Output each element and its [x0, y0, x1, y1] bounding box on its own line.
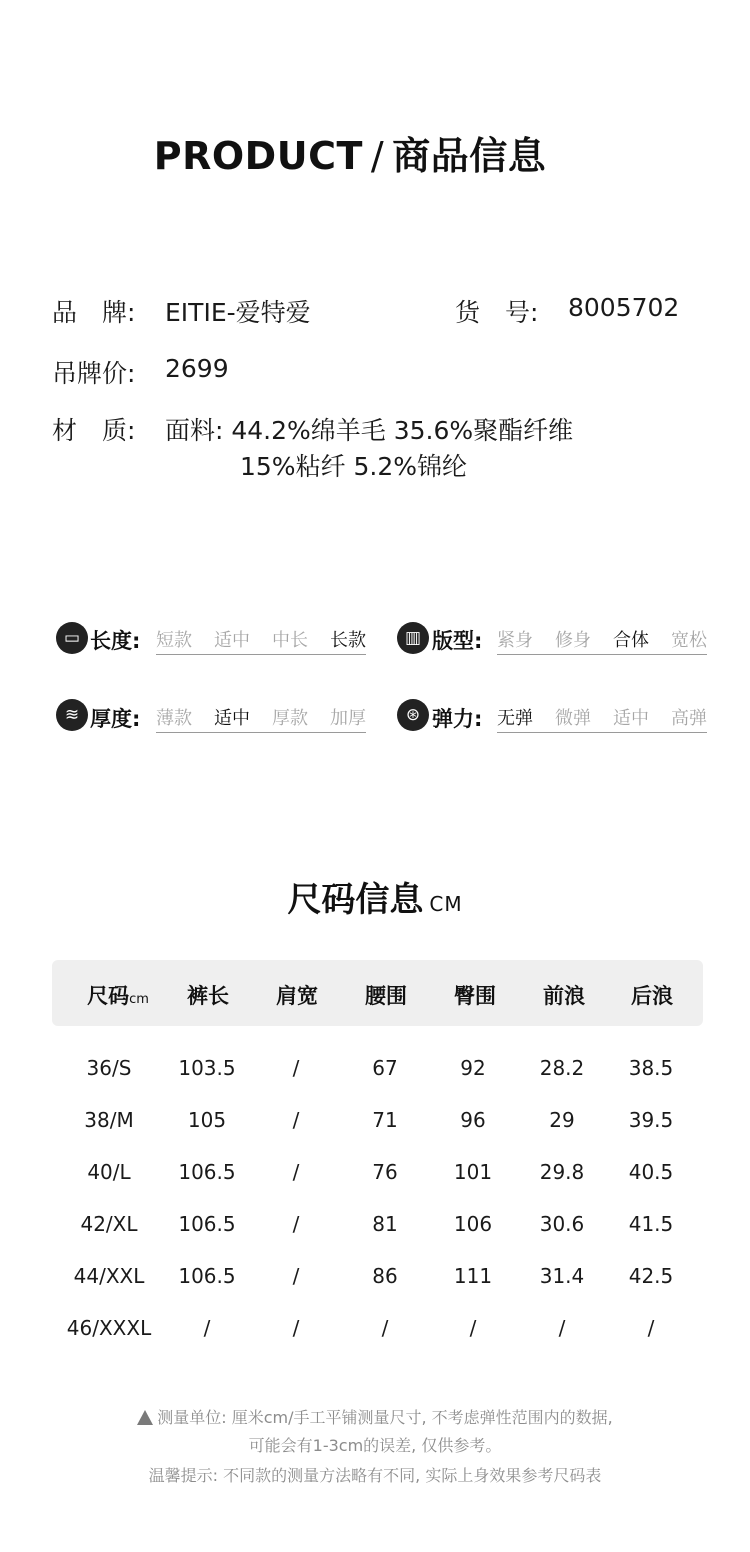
table-cell: 44/XXL: [73, 1264, 145, 1288]
table-cell: 30.6: [539, 1212, 585, 1236]
table-cell: /: [292, 1160, 300, 1184]
elasticity-option: 适中: [613, 708, 649, 729]
column-header: 臀围: [454, 984, 496, 1008]
table-cell: 92: [460, 1056, 486, 1080]
length-options: [156, 626, 366, 655]
elasticity-options: [497, 704, 707, 733]
table-cell: 29.8: [539, 1160, 585, 1184]
table-cell: 42/XL: [80, 1212, 138, 1236]
attribute-label: 厚度:: [90, 707, 141, 731]
table-cell: 106.5: [178, 1264, 236, 1288]
table-cell: 71: [372, 1108, 398, 1132]
table-cell: 46/XXXL: [66, 1316, 152, 1340]
table-cell: /: [292, 1108, 300, 1132]
table-cell: /: [292, 1212, 300, 1236]
warning-icon: [137, 1410, 153, 1425]
thickness-options: [156, 704, 366, 733]
attribute-label: 版型:: [432, 629, 483, 653]
fit-option: 修身: [555, 630, 591, 651]
table-cell: 81: [372, 1212, 398, 1236]
table-cell: 38.5: [628, 1056, 674, 1080]
table-cell: 67: [372, 1056, 398, 1080]
length-option: 适中: [214, 630, 250, 651]
note-line-3: 温馨提示: 不同款的测量方法略有不同, 实际上身效果参考尺码表: [148, 1466, 602, 1485]
table-cell: /: [469, 1316, 477, 1340]
table-cell: 36/S: [86, 1056, 132, 1080]
column-header-unit: cm: [129, 992, 149, 1007]
thickness-option-selected: 适中: [214, 708, 250, 729]
table-cell: 106: [453, 1212, 493, 1236]
table-cell: /: [292, 1316, 300, 1340]
fit-option: 紧身: [497, 630, 533, 651]
thickness-option: 加厚: [330, 708, 366, 729]
thickness-option: 厚款: [272, 708, 308, 729]
sku-value: 8005702: [568, 293, 680, 322]
table-cell: 28.2: [539, 1056, 585, 1080]
size-title-text: 尺码信息: [287, 880, 424, 920]
column-header: 腰围: [365, 984, 407, 1008]
sku-label: 货 号:: [455, 298, 539, 327]
column-header-label: 尺码: [87, 984, 130, 1008]
fit-options: [497, 626, 707, 655]
attribute-label: 弹力:: [432, 707, 483, 731]
table-cell: 40.5: [628, 1160, 674, 1184]
fit-option-selected: 合体: [613, 630, 649, 651]
table-cell: /: [647, 1316, 655, 1340]
title-cn: 商品信息: [392, 134, 547, 178]
table-cell: /: [203, 1316, 211, 1340]
table-cell: 106.5: [178, 1160, 236, 1184]
size-title-unit: CM: [429, 892, 463, 916]
column-header: 后浪: [631, 984, 673, 1008]
table-cell: 103.5: [178, 1056, 236, 1080]
table-cell: 29: [549, 1108, 575, 1132]
price-value: 2699: [165, 354, 229, 383]
page-title: [0, 125, 700, 180]
table-cell: 41.5: [628, 1212, 674, 1236]
attribute-label: 长度:: [90, 629, 141, 653]
tshirt-stretch-icon: ⊛: [397, 699, 429, 731]
table-cell: 101: [453, 1160, 493, 1184]
brand-value: EITIE-爱特爱: [165, 298, 311, 327]
material-line-2: 15%粘纤 5.2%锦纶: [240, 452, 468, 481]
garment-icon: ▭: [56, 622, 88, 654]
title-en: PRODUCT: [153, 134, 363, 178]
material-line-1: 面料: 44.2%绵羊毛 35.6%聚酯纤维: [165, 416, 574, 445]
fabric-layer-icon: ≋: [56, 699, 88, 731]
table-cell: 105: [187, 1108, 227, 1132]
table-cell: /: [292, 1264, 300, 1288]
table-cell: 111: [453, 1264, 493, 1288]
elasticity-option-selected: 无弹: [497, 708, 533, 729]
table-cell: 42.5: [628, 1264, 674, 1288]
column-header: 肩宽: [276, 984, 318, 1008]
elasticity-option: 高弹: [671, 708, 707, 729]
shirt-fold-icon: ▥: [397, 622, 429, 654]
elasticity-option: 微弹: [555, 708, 591, 729]
length-option-selected: 长款: [330, 630, 366, 651]
table-cell: 86: [372, 1264, 398, 1288]
thickness-option: 薄款: [156, 708, 192, 729]
table-cell: 76: [372, 1160, 398, 1184]
table-cell: 39.5: [628, 1108, 674, 1132]
column-header-size: [73, 980, 163, 1010]
table-cell: /: [558, 1316, 566, 1340]
brand-label: 品 牌:: [52, 298, 136, 327]
note-line-2: 可能会有1-3cm的误差, 仅供参考。: [248, 1436, 502, 1455]
measurement-note: [0, 1405, 750, 1428]
material-label: 材 质:: [52, 416, 136, 445]
table-cell: 31.4: [539, 1264, 585, 1288]
table-cell: 40/L: [87, 1160, 131, 1184]
price-label: 吊牌价:: [52, 359, 136, 388]
length-option: 中长: [272, 630, 308, 651]
note-line-1: 测量单位: 厘米cm/手工平铺测量尺寸, 不考虑弹性范围内的数据,: [157, 1408, 613, 1427]
column-header: 前浪: [543, 984, 585, 1008]
table-cell: 38/M: [84, 1108, 134, 1132]
length-option: 短款: [156, 630, 192, 651]
column-header: 裤长: [187, 984, 229, 1008]
table-cell: /: [292, 1056, 300, 1080]
table-cell: /: [381, 1316, 389, 1340]
table-cell: 106.5: [178, 1212, 236, 1236]
title-separator: /: [370, 134, 385, 178]
fit-option: 宽松: [671, 630, 707, 651]
table-cell: 96: [460, 1108, 486, 1132]
size-section-title: [0, 872, 750, 921]
